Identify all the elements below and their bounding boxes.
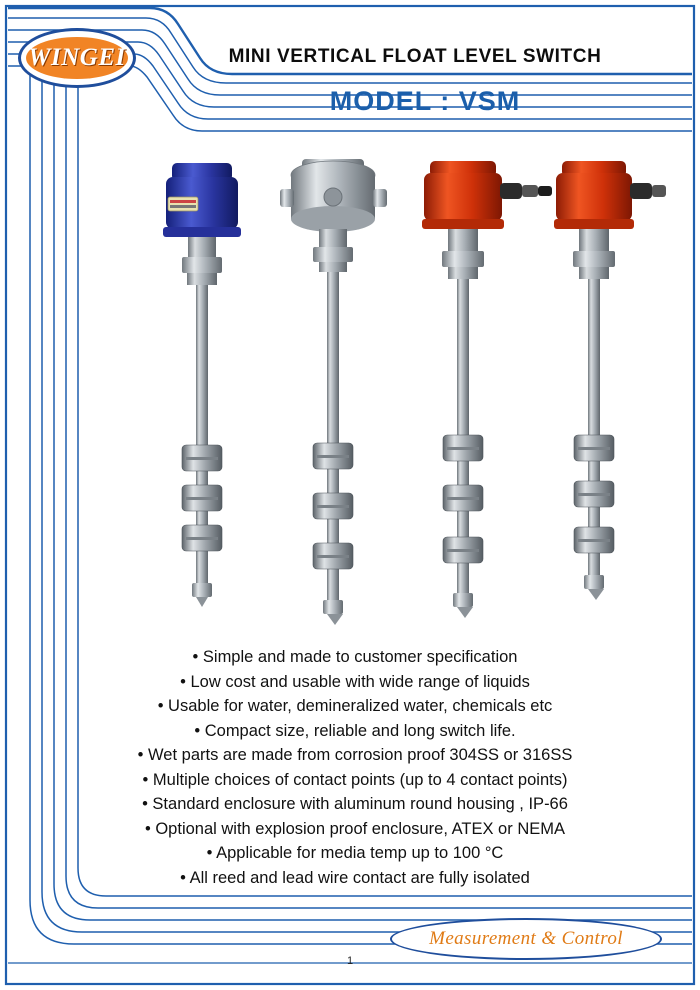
slogan-badge bbox=[390, 918, 662, 960]
list-item: • Multiple choices of contact points (up to 4 contact points) bbox=[142, 770, 568, 789]
product-1 bbox=[163, 163, 241, 607]
logo-text: WINGEI bbox=[28, 44, 126, 71]
list-item: • Wet parts are made from corrosion proof 304SS or 316SS bbox=[137, 746, 573, 764]
product-4 bbox=[554, 161, 666, 600]
feature-list bbox=[40, 645, 670, 890]
product-3 bbox=[422, 161, 552, 618]
page-title: MINI VERTICAL FLOAT LEVEL SWITCH bbox=[228, 46, 602, 67]
product-2 bbox=[280, 159, 387, 625]
product-illustrations bbox=[130, 145, 670, 635]
list-item: • Compact size, reliable and long switch life. bbox=[194, 721, 516, 740]
page-number: 1 bbox=[346, 955, 354, 967]
list-item: • Usable for water, demineralized water, chemicals etc bbox=[157, 697, 553, 715]
slogan-text: Measurement & Control bbox=[429, 928, 623, 949]
list-item: • All reed and lead wire contact are fully isolated bbox=[180, 868, 530, 887]
list-item: • Simple and made to customer specification bbox=[192, 648, 518, 666]
list-item: • Low cost and usable with wide range of liquids bbox=[180, 672, 530, 691]
wingei-logo bbox=[18, 28, 138, 90]
model-title: MODEL : VSM bbox=[329, 86, 521, 116]
list-item: • Applicable for media temp up to 100 °C bbox=[206, 844, 504, 862]
list-item: • Standard enclosure with aluminum round housing , IP-66 bbox=[142, 795, 568, 813]
product-photo-group bbox=[130, 145, 670, 635]
list-item: • Optional with explosion proof enclosure, ATEX or NEMA bbox=[144, 819, 565, 838]
